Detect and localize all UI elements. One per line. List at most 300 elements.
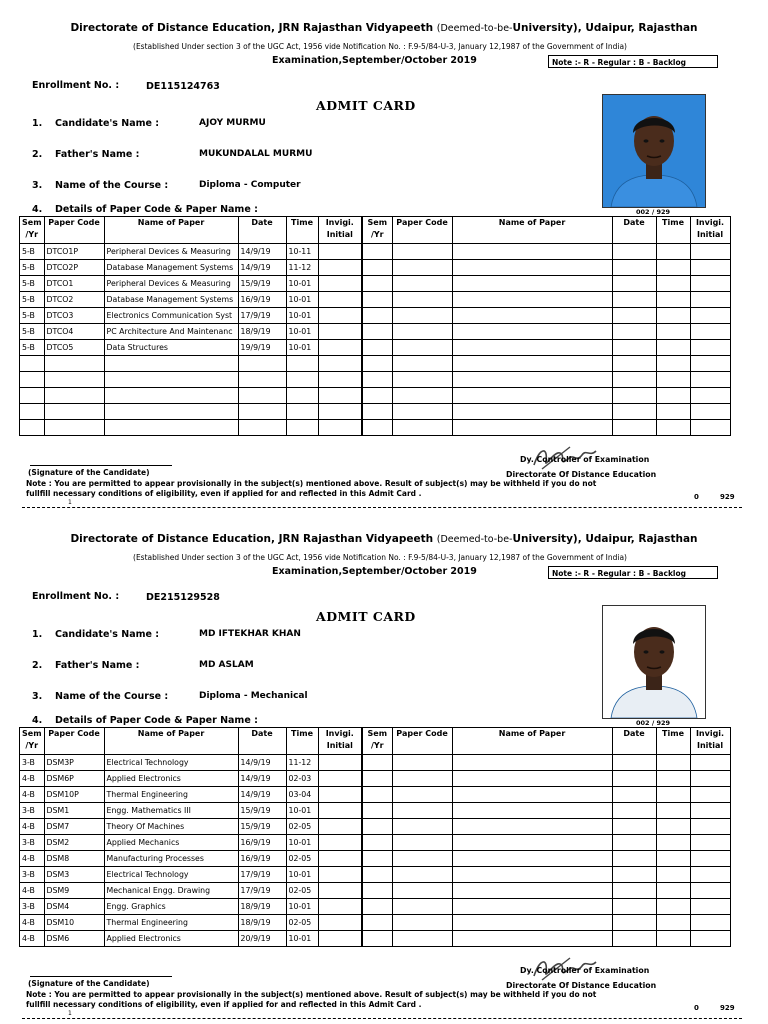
table-row (20, 244, 731, 260)
empty-cell (362, 899, 392, 915)
empty-cell (690, 883, 730, 899)
empty-cell (612, 244, 656, 260)
signature-line (30, 976, 172, 977)
empty-cell (392, 755, 452, 771)
cut-line (22, 1018, 742, 1019)
table-row (20, 372, 731, 388)
cell-sem (20, 388, 45, 404)
empty-cell (452, 851, 612, 867)
cell-code (44, 388, 104, 404)
cell-sem: 4-B (20, 771, 45, 787)
empty-cell (452, 931, 612, 947)
empty-cell (452, 276, 612, 292)
cell-invigi (318, 404, 362, 420)
empty-cell (392, 835, 452, 851)
empty-cell (362, 787, 392, 803)
cell-invigi (318, 372, 362, 388)
empty-cell (392, 372, 452, 388)
cell-name: Applied Electronics (104, 931, 238, 947)
column-header: Sem /Yr (362, 217, 392, 244)
column-header: Time (656, 728, 690, 755)
cell-time: 02-05 (286, 851, 318, 867)
table-row (20, 883, 731, 899)
empty-cell (392, 404, 452, 420)
empty-cell (612, 755, 656, 771)
cell-code: DSM3 (44, 867, 104, 883)
table-row (20, 324, 731, 340)
cell-code (44, 420, 104, 436)
cell-sem (20, 356, 45, 372)
table-row (20, 276, 731, 292)
empty-cell (656, 308, 690, 324)
empty-cell (362, 324, 392, 340)
cell-name: Peripheral Devices & Measuring (104, 276, 238, 292)
course-label: Name of the Course : (55, 180, 169, 191)
cell-invigi (318, 931, 362, 947)
empty-cell (392, 803, 452, 819)
cell-time (286, 388, 318, 404)
empty-cell (392, 276, 452, 292)
column-header: Paper Code (392, 728, 452, 755)
table-row (20, 420, 731, 436)
cell-code (44, 372, 104, 388)
empty-cell (690, 899, 730, 915)
enrollment-label: Enrollment No. : (32, 591, 120, 602)
table-row (20, 851, 731, 867)
empty-cell (656, 883, 690, 899)
column-header: Sem /Yr (362, 728, 392, 755)
legend-note: Note :- R - Regular : B - Backlog (548, 566, 718, 579)
cell-time: 02-05 (286, 819, 318, 835)
empty-cell (690, 260, 730, 276)
enrollment-number: DE115124763 (146, 81, 220, 92)
cell-sem (20, 420, 45, 436)
signature-label: (Signature of the Candidate) (28, 979, 150, 988)
count-a: 0 (694, 493, 699, 501)
empty-cell (392, 260, 452, 276)
empty-cell (392, 787, 452, 803)
empty-cell (612, 771, 656, 787)
field-number: 4. (32, 204, 43, 215)
cell-time: 10-11 (286, 244, 318, 260)
field-number: 1. (32, 118, 43, 129)
column-header: Date (238, 217, 286, 244)
cell-code: DSM4 (44, 899, 104, 915)
empty-cell (452, 260, 612, 276)
table-row (20, 356, 731, 372)
empty-cell (690, 356, 730, 372)
empty-cell (612, 404, 656, 420)
empty-cell (392, 867, 452, 883)
empty-cell (612, 356, 656, 372)
institute-title: Directorate of Distance Education, JRN Rajasthan Vidyapeeth (Deemed-to-be-University), Udaipur, Rajasthan (70, 22, 698, 34)
empty-cell (452, 356, 612, 372)
cell-date: 14/9/19 (238, 771, 286, 787)
empty-cell (612, 292, 656, 308)
cell-sem: 4-B (20, 883, 45, 899)
empty-cell (392, 899, 452, 915)
eligibility-note: Note : You are permitted to appear provisionally in the subject(s) mentioned above. Result of subject(s) may be withheld if you do not fullfill necessary conditions of eligibility, even if applied for and reflected in this Admit Card . (26, 479, 597, 498)
cell-date: 18/9/19 (238, 324, 286, 340)
empty-cell (690, 372, 730, 388)
empty-cell (452, 835, 612, 851)
cell-date (238, 420, 286, 436)
empty-cell (362, 915, 392, 931)
cell-name: PC Architecture And Maintenanc (104, 324, 238, 340)
cell-time (286, 372, 318, 388)
column-header: Invigi. Initial (690, 217, 730, 244)
cell-name: Thermal Engineering (104, 915, 238, 931)
table-row (20, 819, 731, 835)
empty-cell (690, 388, 730, 404)
cell-date: 20/9/19 (238, 931, 286, 947)
cell-date (238, 372, 286, 388)
empty-cell (690, 787, 730, 803)
cell-date: 15/9/19 (238, 819, 286, 835)
table-row (20, 755, 731, 771)
empty-cell (362, 244, 392, 260)
admit-card (0, 511, 768, 1023)
course-name: Diploma - Computer (199, 180, 301, 190)
empty-cell (656, 244, 690, 260)
cell-time: 10-01 (286, 340, 318, 356)
empty-cell (612, 308, 656, 324)
cell-code: DSM8 (44, 851, 104, 867)
cell-sem (20, 372, 45, 388)
cell-invigi (318, 883, 362, 899)
course-label: Name of the Course : (55, 691, 169, 702)
cell-sem: 5-B (20, 292, 45, 308)
cell-sem: 4-B (20, 787, 45, 803)
empty-cell (452, 867, 612, 883)
empty-cell (392, 915, 452, 931)
candidate-name-label: Candidate's Name : (55, 118, 160, 129)
photo-number: 002 / 929 (636, 208, 671, 216)
empty-cell (656, 340, 690, 356)
cell-time: 10-01 (286, 867, 318, 883)
table-row (20, 308, 731, 324)
empty-cell (612, 372, 656, 388)
empty-cell (612, 819, 656, 835)
cell-date: 17/9/19 (238, 867, 286, 883)
column-header: Invigi. Initial (318, 217, 362, 244)
empty-cell (612, 787, 656, 803)
empty-cell (612, 340, 656, 356)
empty-cell (690, 324, 730, 340)
count-b: 929 (720, 1004, 735, 1012)
cell-code: DSM7 (44, 819, 104, 835)
table-row (20, 404, 731, 420)
empty-cell (612, 803, 656, 819)
exam-session: Examination,September/October 2019 (272, 55, 477, 66)
empty-cell (362, 420, 392, 436)
father-name: MD ASLAM (199, 660, 254, 670)
empty-cell (392, 883, 452, 899)
empty-cell (452, 787, 612, 803)
column-header: Name of Paper (104, 728, 238, 755)
cell-date: 16/9/19 (238, 851, 286, 867)
field-number: 3. (32, 180, 43, 191)
column-header: Date (238, 728, 286, 755)
cell-invigi (318, 276, 362, 292)
empty-cell (656, 388, 690, 404)
table-row (20, 931, 731, 947)
cell-invigi (318, 867, 362, 883)
column-header: Name of Paper (452, 217, 612, 244)
count-a: 0 (694, 1004, 699, 1012)
field-number: 2. (32, 149, 43, 160)
empty-cell (656, 372, 690, 388)
candidate-name-label: Candidate's Name : (55, 629, 160, 640)
empty-cell (656, 356, 690, 372)
empty-cell (612, 388, 656, 404)
empty-cell (452, 388, 612, 404)
cell-code (44, 356, 104, 372)
empty-cell (690, 308, 730, 324)
paper-table (19, 216, 731, 436)
column-header: Sem /Yr (20, 217, 45, 244)
empty-cell (690, 851, 730, 867)
empty-cell (656, 899, 690, 915)
photo-number: 002 / 929 (636, 719, 671, 727)
empty-cell (656, 755, 690, 771)
directorate-title: Directorate Of Distance Education (506, 981, 657, 990)
empty-cell (362, 404, 392, 420)
field-number: 3. (32, 691, 43, 702)
column-header: Name of Paper (104, 217, 238, 244)
empty-cell (392, 340, 452, 356)
cell-code: DSM3P (44, 755, 104, 771)
admit-card-heading: ADMIT CARD (316, 98, 416, 113)
establishment-line: (Established Under section 3 of the UGC Act, 1956 vide Notification No. : F.9-5/84-U-3, January 12,1987 of the Government of India) (133, 42, 627, 51)
cell-time (286, 356, 318, 372)
cell-time: 10-01 (286, 292, 318, 308)
empty-cell (362, 803, 392, 819)
empty-cell (452, 292, 612, 308)
empty-cell (392, 292, 452, 308)
cell-invigi (318, 835, 362, 851)
cell-invigi (318, 244, 362, 260)
cell-date: 15/9/19 (238, 276, 286, 292)
table-header-row (20, 728, 731, 755)
column-header: Invigi. Initial (690, 728, 730, 755)
empty-cell (392, 819, 452, 835)
table-row (20, 899, 731, 915)
empty-cell (656, 404, 690, 420)
cell-code: DTCO3 (44, 308, 104, 324)
legend-note: Note :- R - Regular : B - Backlog (548, 55, 718, 68)
empty-cell (690, 244, 730, 260)
cell-time: 10-01 (286, 835, 318, 851)
empty-cell (452, 803, 612, 819)
empty-cell (690, 404, 730, 420)
cell-name: Applied Electronics (104, 771, 238, 787)
cell-code: DTCO1P (44, 244, 104, 260)
field-number: 2. (32, 660, 43, 671)
cell-time: 03-04 (286, 787, 318, 803)
cell-name: Data Structures (104, 340, 238, 356)
candidate-name: MD IFTEKHAR KHAN (199, 629, 301, 639)
table-row (20, 803, 731, 819)
column-header: Date (612, 217, 656, 244)
empty-cell (690, 771, 730, 787)
enrollment-number: DE215129528 (146, 592, 220, 603)
cell-invigi (318, 851, 362, 867)
empty-cell (612, 835, 656, 851)
paper-details-label: Details of Paper Code & Paper Name : (55, 204, 258, 215)
empty-cell (690, 340, 730, 356)
cell-invigi (318, 803, 362, 819)
empty-cell (612, 276, 656, 292)
cell-code: DTCO5 (44, 340, 104, 356)
table-row (20, 292, 731, 308)
empty-cell (392, 931, 452, 947)
signature-line (30, 465, 172, 466)
cell-date (238, 356, 286, 372)
empty-cell (362, 356, 392, 372)
cell-date: 17/9/19 (238, 883, 286, 899)
empty-cell (690, 292, 730, 308)
cell-code: DTCO4 (44, 324, 104, 340)
cell-name: Mechanical Engg. Drawing (104, 883, 238, 899)
cell-name: Electrical Technology (104, 755, 238, 771)
cell-invigi (318, 771, 362, 787)
column-header: Time (286, 728, 318, 755)
empty-cell (362, 292, 392, 308)
cell-sem: 5-B (20, 276, 45, 292)
cell-time: 02-05 (286, 883, 318, 899)
cell-time: 11-12 (286, 755, 318, 771)
cell-invigi (318, 260, 362, 276)
table-row (20, 388, 731, 404)
page-number: 1 (68, 1010, 72, 1017)
table-row (20, 340, 731, 356)
cell-date: 16/9/19 (238, 835, 286, 851)
cell-date: 19/9/19 (238, 340, 286, 356)
empty-cell (656, 819, 690, 835)
empty-cell (452, 899, 612, 915)
empty-cell (362, 260, 392, 276)
empty-cell (656, 803, 690, 819)
cell-name (104, 356, 238, 372)
candidate-photo (602, 94, 706, 208)
cell-date: 16/9/19 (238, 292, 286, 308)
empty-cell (656, 771, 690, 787)
empty-cell (362, 819, 392, 835)
empty-cell (392, 356, 452, 372)
empty-cell (690, 915, 730, 931)
empty-cell (362, 867, 392, 883)
directorate-title: Directorate Of Distance Education (506, 470, 657, 479)
cell-date: 14/9/19 (238, 244, 286, 260)
cell-invigi (318, 899, 362, 915)
table-header-row (20, 217, 731, 244)
paper-table (19, 727, 731, 947)
cell-sem (20, 404, 45, 420)
cell-name (104, 404, 238, 420)
empty-cell (612, 851, 656, 867)
column-header: Time (286, 217, 318, 244)
empty-cell (656, 915, 690, 931)
empty-cell (656, 292, 690, 308)
cell-time (286, 404, 318, 420)
cut-line (22, 507, 742, 508)
field-number: 1. (32, 629, 43, 640)
enrollment-label: Enrollment No. : (32, 80, 120, 91)
empty-cell (362, 851, 392, 867)
empty-cell (392, 244, 452, 260)
empty-cell (392, 420, 452, 436)
cell-invigi (318, 292, 362, 308)
column-header: Paper Code (44, 728, 104, 755)
cell-name (104, 388, 238, 404)
empty-cell (656, 260, 690, 276)
cell-code: DSM9 (44, 883, 104, 899)
empty-cell (452, 324, 612, 340)
empty-cell (452, 819, 612, 835)
empty-cell (612, 899, 656, 915)
cell-time: 10-01 (286, 308, 318, 324)
paper-details-label: Details of Paper Code & Paper Name : (55, 715, 258, 726)
cell-name: Theory Of Machines (104, 819, 238, 835)
empty-cell (690, 819, 730, 835)
empty-cell (392, 851, 452, 867)
table-row (20, 771, 731, 787)
controller-title: Dy. Controller of Examination (520, 966, 650, 975)
cell-code: DSM2 (44, 835, 104, 851)
empty-cell (612, 915, 656, 931)
empty-cell (362, 340, 392, 356)
cell-date (238, 404, 286, 420)
cell-invigi (318, 787, 362, 803)
cell-sem: 5-B (20, 324, 45, 340)
cell-time: 10-01 (286, 899, 318, 915)
empty-cell (362, 388, 392, 404)
empty-cell (452, 244, 612, 260)
empty-cell (690, 276, 730, 292)
cell-sem: 3-B (20, 867, 45, 883)
cell-time: 10-01 (286, 324, 318, 340)
empty-cell (612, 883, 656, 899)
table-row (20, 835, 731, 851)
cell-sem: 4-B (20, 851, 45, 867)
cell-time: 10-01 (286, 931, 318, 947)
cell-invigi (318, 819, 362, 835)
empty-cell (392, 308, 452, 324)
empty-cell (452, 755, 612, 771)
empty-cell (612, 867, 656, 883)
empty-cell (452, 404, 612, 420)
empty-cell (656, 420, 690, 436)
cell-date (238, 388, 286, 404)
cell-invigi (318, 755, 362, 771)
cell-code: DTCO1 (44, 276, 104, 292)
empty-cell (612, 931, 656, 947)
cell-time: 10-01 (286, 276, 318, 292)
cell-invigi (318, 324, 362, 340)
candidate-photo (602, 605, 706, 719)
empty-cell (690, 803, 730, 819)
empty-cell (656, 276, 690, 292)
admit-card-heading: ADMIT CARD (316, 609, 416, 624)
column-header: Date (612, 728, 656, 755)
empty-cell (392, 771, 452, 787)
field-number: 4. (32, 715, 43, 726)
empty-cell (612, 260, 656, 276)
father-name-label: Father's Name : (55, 149, 140, 160)
empty-cell (362, 931, 392, 947)
empty-cell (656, 931, 690, 947)
